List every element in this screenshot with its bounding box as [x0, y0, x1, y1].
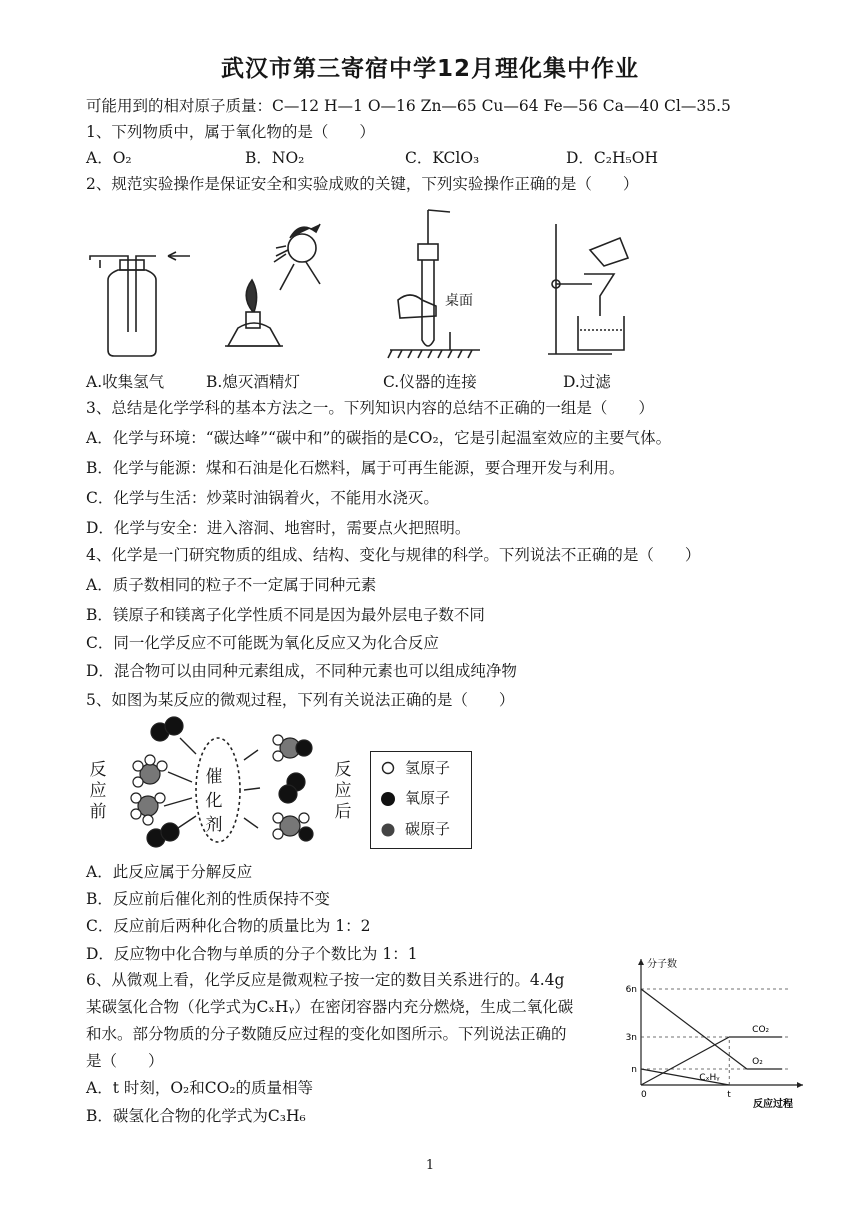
x-axis-arrow-icon: [797, 1082, 803, 1088]
q4-option-b: B．镁原子和镁离子化学性质不同是因为最外层电子数不同: [86, 606, 485, 624]
q1-option-c: C．KClO₃: [405, 149, 480, 167]
q2-apparatus-figure: [80, 200, 640, 365]
q5-option-b: B．反应前后催化剂的性质保持不变: [86, 890, 330, 908]
q6-option-a: A．t 时刻，O₂和CO₂的质量相等: [86, 1079, 314, 1097]
series-label: O₂: [752, 1057, 763, 1067]
y-axis-label: 分子数: [647, 959, 677, 970]
page-title: 武汉市第三寄宿中学12月理化集中作业: [220, 56, 639, 82]
carbon-atom-icon: [382, 824, 395, 837]
page-number: 1: [425, 1158, 435, 1173]
q6-stem-line-1: 6、从微观上看，化学反应是微观粒子按一定的数目关系进行的。4.4g: [86, 971, 565, 989]
hydrogen-atom-icon: [383, 763, 394, 774]
atomic-masses: 可能用到的相对原子质量：C—12 H—1 O—16 Zn—65 Cu—64 Fe—56 Ca—40 Cl—35.5: [86, 97, 731, 115]
atom-legend: [370, 751, 472, 849]
q2-caption-c: C.仪器的连接: [383, 373, 477, 391]
q3-option-c: C．化学与生活：炒菜时油锅着火，不能用水浇灭。: [86, 489, 439, 507]
x-tick-label: t: [727, 1090, 731, 1100]
q6-stem-line-2: 某碳氢化合物（化学式为CₓHᵧ）在密闭容器内充分燃烧，生成二氧化碳: [86, 998, 574, 1016]
desk-label: 桌面: [445, 293, 473, 309]
y-tick-label: 6n: [625, 985, 637, 995]
chart-series: [641, 989, 782, 1085]
y-axis-arrow-icon: [638, 959, 644, 965]
q2-stem: 2、规范实验操作是保证安全和实验成败的关键，下列实验操作正确的是（ ）: [86, 175, 639, 193]
legend-oxygen: 氧原子: [405, 789, 451, 807]
q4-option-d: D．混合物可以由同种元素组成，不同种元素也可以组成纯净物: [86, 662, 517, 680]
q4-option-c: C．同一化学反应不可能既为氧化反应又为化合反应: [86, 634, 439, 652]
legend-carbon: 碳原子: [405, 820, 451, 838]
y-tick-label: n: [631, 1065, 637, 1075]
q1-option-b: B．NO₂: [245, 149, 305, 167]
q6-stem-line-3: 和水。部分物质的分子数随反应过程的变化如图所示。下列说法正确的: [86, 1025, 567, 1043]
y-tick-label: 3n: [625, 1033, 637, 1043]
series-label: CO₂: [752, 1025, 770, 1035]
series-label: CₓHᵧ: [699, 1073, 720, 1083]
x-axis-label: 反应过程: [753, 1099, 793, 1110]
micro-reaction-figure: [120, 710, 330, 860]
x-tick-label: 0: [641, 1090, 647, 1100]
molecule-count-chart: [615, 955, 810, 1110]
q2-caption-a: A.收集氢气: [86, 373, 165, 391]
q6-option-b: B．碳氢化合物的化学式为C₃H₆: [86, 1107, 306, 1125]
alcohol-lamp-icon: [225, 280, 283, 346]
q5-stem: 5、如图为某反应的微观过程，下列有关说法正确的是（ ）: [86, 691, 515, 709]
catalyst-label: 催化剂: [205, 767, 223, 835]
q1-option-a: A．O₂: [86, 149, 132, 167]
gas-bottle-icon: [90, 252, 190, 356]
before-label: 反应前: [89, 760, 107, 822]
q3-stem: 3、总结是化学学科的基本方法之一。下列知识内容的总结不正确的一组是（ ）: [86, 399, 654, 417]
q1-stem: 1、下列物质中，属于氧化物的是（ ）: [86, 123, 375, 141]
q5-option-d: D．反应物中化合物与单质的分子个数比为 1：1: [86, 945, 418, 963]
q6-stem-line-4: 是（ ）: [86, 1052, 164, 1070]
q5-option-c: C．反应前后两种化合物的质量比为 1：2: [86, 917, 371, 935]
q2-caption-b: B.熄灭酒精灯: [206, 373, 300, 391]
q4-option-a: A．质子数相同的粒子不一定属于同种元素: [86, 576, 377, 594]
oxygen-atom-icon: [381, 792, 395, 806]
q4-stem: 4、化学是一门研究物质的组成、结构、变化与规律的科学。下列说法不正确的是（ ）: [86, 546, 701, 564]
methane-molecule-icon: [133, 755, 167, 787]
q1-option-d: D．C₂H₅OH: [566, 149, 658, 167]
q5-option-a: A．此反应属于分解反应: [86, 863, 253, 881]
q3-option-a: A．化学与环境：“碳达峰”“碳中和”的碳指的是CO₂，它是引起温室效应的主要气体。: [86, 429, 672, 447]
legend-hydrogen: 氢原子: [405, 759, 451, 777]
q3-option-d: D．化学与安全：进入溶洞、地窖时，需要点火把照明。: [86, 519, 471, 537]
q2-caption-d: D.过滤: [563, 373, 611, 391]
chart-labels: [626, 957, 793, 1110]
test-tube-icon: [388, 210, 480, 358]
after-label: 反应后: [334, 760, 352, 822]
filter-funnel-icon: [548, 224, 628, 354]
person-blowing-icon: [274, 224, 320, 290]
q3-option-b: B．化学与能源：煤和石油是化石燃料，属于可再生能源，要合理开发与利用。: [86, 459, 625, 477]
